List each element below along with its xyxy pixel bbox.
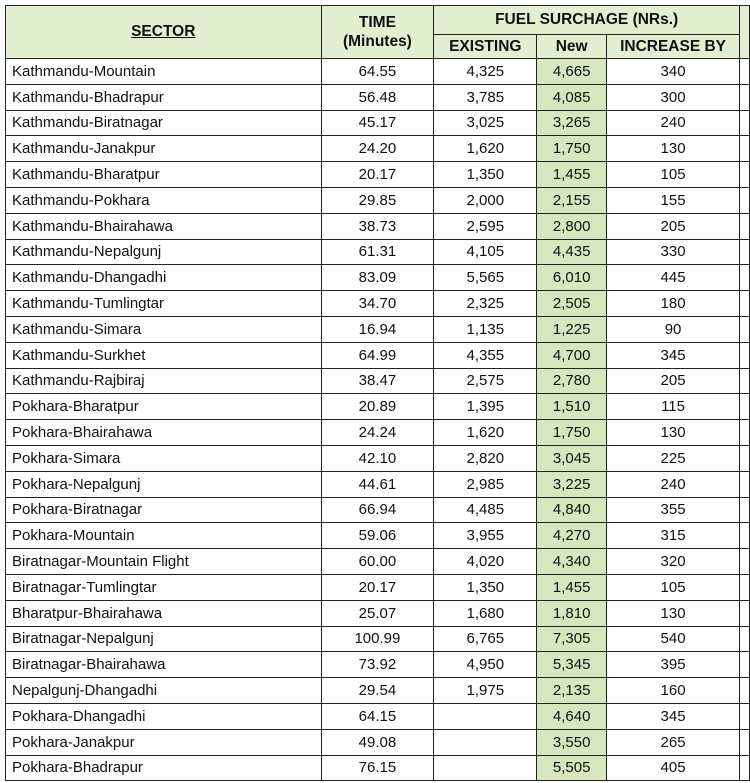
existing-cell: 2,595 bbox=[434, 213, 537, 239]
existing-cell: 4,020 bbox=[434, 549, 537, 575]
sector-cell: Kathmandu-Tumlingtar bbox=[6, 291, 322, 317]
new-cell: 5,345 bbox=[537, 652, 607, 678]
new-cell: 1,750 bbox=[537, 136, 607, 162]
existing-cell: 4,355 bbox=[434, 342, 537, 368]
time-cell: 38.47 bbox=[321, 368, 434, 394]
sector-cell: Kathmandu-Janakpur bbox=[6, 136, 322, 162]
table-row bbox=[6, 239, 750, 265]
table-row bbox=[6, 626, 750, 652]
sector-cell: Pokhara-Bhairahawa bbox=[6, 420, 322, 446]
sector-cell: Biratnagar-Nepalgunj bbox=[6, 626, 322, 652]
extra-cell bbox=[739, 420, 749, 446]
increase-cell: 160 bbox=[607, 678, 740, 704]
increase-cell: 90 bbox=[607, 316, 740, 342]
existing-cell: 2,000 bbox=[434, 187, 537, 213]
existing-cell: 1,350 bbox=[434, 574, 537, 600]
increase-cell: 130 bbox=[607, 600, 740, 626]
table-row bbox=[6, 471, 750, 497]
sector-cell: Kathmandu-Pokhara bbox=[6, 187, 322, 213]
new-cell: 4,700 bbox=[537, 342, 607, 368]
extra-column-header bbox=[739, 6, 749, 59]
sector-cell: Kathmandu-Biratnagar bbox=[6, 110, 322, 136]
existing-cell: 3,785 bbox=[434, 84, 537, 110]
existing-cell: 2,985 bbox=[434, 471, 537, 497]
table-row bbox=[6, 84, 750, 110]
time-cell: 61.31 bbox=[321, 239, 434, 265]
time-cell: 24.20 bbox=[321, 136, 434, 162]
existing-cell bbox=[434, 729, 537, 755]
extra-cell bbox=[739, 291, 749, 317]
increase-cell: 240 bbox=[607, 471, 740, 497]
table-row bbox=[6, 394, 750, 420]
time-cell: 64.15 bbox=[321, 703, 434, 729]
new-cell: 4,665 bbox=[537, 59, 607, 85]
extra-cell bbox=[739, 497, 749, 523]
increase-cell: 205 bbox=[607, 368, 740, 394]
extra-cell bbox=[739, 394, 749, 420]
existing-cell: 1,620 bbox=[434, 420, 537, 446]
table-row bbox=[6, 678, 750, 704]
extra-cell bbox=[739, 549, 749, 575]
increase-cell: 265 bbox=[607, 729, 740, 755]
table-row bbox=[6, 265, 750, 291]
increase-cell: 405 bbox=[607, 755, 740, 781]
table-body bbox=[6, 59, 750, 781]
time-cell: 60.00 bbox=[321, 549, 434, 575]
new-cell: 3,265 bbox=[537, 110, 607, 136]
sector-header-label: SECTOR bbox=[131, 23, 196, 41]
existing-header: EXISTING bbox=[434, 35, 537, 59]
new-cell: 3,045 bbox=[537, 445, 607, 471]
existing-cell: 5,565 bbox=[434, 265, 537, 291]
increase-cell: 395 bbox=[607, 652, 740, 678]
header-row-top bbox=[6, 6, 750, 35]
increase-cell: 345 bbox=[607, 342, 740, 368]
sector-cell: Pokhara-Simara bbox=[6, 445, 322, 471]
increase-cell: 155 bbox=[607, 187, 740, 213]
existing-cell: 2,820 bbox=[434, 445, 537, 471]
sector-cell: Pokhara-Dhangadhi bbox=[6, 703, 322, 729]
time-cell: 56.48 bbox=[321, 84, 434, 110]
time-cell: 73.92 bbox=[321, 652, 434, 678]
sector-cell: Kathmandu-Surkhet bbox=[6, 342, 322, 368]
new-cell: 1,750 bbox=[537, 420, 607, 446]
extra-cell bbox=[739, 678, 749, 704]
extra-cell bbox=[739, 59, 749, 85]
time-cell: 66.94 bbox=[321, 497, 434, 523]
extra-cell bbox=[739, 574, 749, 600]
time-header bbox=[321, 6, 434, 59]
new-cell: 4,270 bbox=[537, 523, 607, 549]
new-cell: 2,780 bbox=[537, 368, 607, 394]
sector-header bbox=[6, 6, 322, 59]
table-row bbox=[6, 59, 750, 85]
existing-cell: 6,765 bbox=[434, 626, 537, 652]
fuel-surcharge-header: FUEL SURCHAGE (NRs.) bbox=[434, 6, 740, 35]
increase-cell: 330 bbox=[607, 239, 740, 265]
table-row bbox=[6, 291, 750, 317]
new-header: New bbox=[537, 35, 607, 59]
increase-cell: 130 bbox=[607, 420, 740, 446]
extra-cell bbox=[739, 342, 749, 368]
new-cell: 4,840 bbox=[537, 497, 607, 523]
new-cell: 2,135 bbox=[537, 678, 607, 704]
extra-cell bbox=[739, 626, 749, 652]
increase-cell: 320 bbox=[607, 549, 740, 575]
table-row bbox=[6, 213, 750, 239]
table-row bbox=[6, 342, 750, 368]
sector-cell: Kathmandu-Simara bbox=[6, 316, 322, 342]
new-cell: 4,340 bbox=[537, 549, 607, 575]
time-cell: 64.55 bbox=[321, 59, 434, 85]
increase-cell: 115 bbox=[607, 394, 740, 420]
extra-cell bbox=[739, 136, 749, 162]
existing-cell: 3,025 bbox=[434, 110, 537, 136]
increase-cell: 340 bbox=[607, 59, 740, 85]
table-row bbox=[6, 497, 750, 523]
table-row bbox=[6, 729, 750, 755]
table-row bbox=[6, 316, 750, 342]
time-cell: 42.10 bbox=[321, 445, 434, 471]
time-cell: 83.09 bbox=[321, 265, 434, 291]
time-cell: 24.24 bbox=[321, 420, 434, 446]
sector-cell: Pokhara-Bhadrapur bbox=[6, 755, 322, 781]
new-cell: 1,455 bbox=[537, 162, 607, 188]
extra-cell bbox=[739, 162, 749, 188]
sector-cell: Kathmandu-Dhangadhi bbox=[6, 265, 322, 291]
increase-cell: 105 bbox=[607, 574, 740, 600]
existing-cell: 1,350 bbox=[434, 162, 537, 188]
time-cell: 20.17 bbox=[321, 574, 434, 600]
extra-cell bbox=[739, 239, 749, 265]
existing-cell: 1,680 bbox=[434, 600, 537, 626]
time-cell: 64.99 bbox=[321, 342, 434, 368]
sector-cell: Bharatpur-Bhairahawa bbox=[6, 600, 322, 626]
new-cell: 1,510 bbox=[537, 394, 607, 420]
new-cell: 1,455 bbox=[537, 574, 607, 600]
existing-cell: 1,975 bbox=[434, 678, 537, 704]
increase-cell: 130 bbox=[607, 136, 740, 162]
table-row bbox=[6, 110, 750, 136]
existing-cell: 2,325 bbox=[434, 291, 537, 317]
existing-cell bbox=[434, 755, 537, 781]
extra-cell bbox=[739, 600, 749, 626]
new-cell: 2,505 bbox=[537, 291, 607, 317]
time-header-line2: (Minutes) bbox=[342, 33, 412, 50]
sector-cell: Biratnagar-Bhairahawa bbox=[6, 652, 322, 678]
table-row bbox=[6, 445, 750, 471]
time-cell: 25.07 bbox=[321, 600, 434, 626]
increase-cell: 445 bbox=[607, 265, 740, 291]
extra-cell bbox=[739, 110, 749, 136]
extra-cell bbox=[739, 729, 749, 755]
sector-cell: Kathmandu-Bhadrapur bbox=[6, 84, 322, 110]
new-cell: 3,550 bbox=[537, 729, 607, 755]
extra-cell bbox=[739, 84, 749, 110]
increase-cell: 345 bbox=[607, 703, 740, 729]
extra-cell bbox=[739, 265, 749, 291]
new-cell: 2,800 bbox=[537, 213, 607, 239]
extra-cell bbox=[739, 471, 749, 497]
time-cell: 16.94 bbox=[321, 316, 434, 342]
table-row bbox=[6, 652, 750, 678]
sector-cell: Kathmandu-Rajbiraj bbox=[6, 368, 322, 394]
time-cell: 49.08 bbox=[321, 729, 434, 755]
existing-cell bbox=[434, 703, 537, 729]
existing-cell: 1,620 bbox=[434, 136, 537, 162]
time-header-line1: TIME bbox=[358, 13, 396, 31]
sector-cell: Kathmandu-Bhairahawa bbox=[6, 213, 322, 239]
increase-cell: 105 bbox=[607, 162, 740, 188]
extra-cell bbox=[739, 368, 749, 394]
new-cell: 7,305 bbox=[537, 626, 607, 652]
sector-cell: Kathmandu-Bharatpur bbox=[6, 162, 322, 188]
table-row bbox=[6, 162, 750, 188]
new-cell: 3,225 bbox=[537, 471, 607, 497]
table-row bbox=[6, 368, 750, 394]
time-cell: 100.99 bbox=[321, 626, 434, 652]
extra-cell bbox=[739, 187, 749, 213]
time-cell: 45.17 bbox=[321, 110, 434, 136]
increase-cell: 205 bbox=[607, 213, 740, 239]
time-cell: 20.89 bbox=[321, 394, 434, 420]
sector-cell: Pokhara-Janakpur bbox=[6, 729, 322, 755]
extra-cell bbox=[739, 445, 749, 471]
existing-cell: 4,325 bbox=[434, 59, 537, 85]
new-cell: 1,810 bbox=[537, 600, 607, 626]
increase-cell: 355 bbox=[607, 497, 740, 523]
new-cell: 6,010 bbox=[537, 265, 607, 291]
time-cell: 76.15 bbox=[321, 755, 434, 781]
extra-cell bbox=[739, 316, 749, 342]
time-cell: 29.85 bbox=[321, 187, 434, 213]
table-row bbox=[6, 523, 750, 549]
increase-cell: 225 bbox=[607, 445, 740, 471]
table-row bbox=[6, 755, 750, 781]
sector-cell: Nepalgunj-Dhangadhi bbox=[6, 678, 322, 704]
time-cell: 20.17 bbox=[321, 162, 434, 188]
new-cell: 1,225 bbox=[537, 316, 607, 342]
time-cell: 38.73 bbox=[321, 213, 434, 239]
existing-cell: 1,135 bbox=[434, 316, 537, 342]
increase-cell: 300 bbox=[607, 84, 740, 110]
sector-cell: Pokhara-Nepalgunj bbox=[6, 471, 322, 497]
increase-cell: 315 bbox=[607, 523, 740, 549]
time-cell: 34.70 bbox=[321, 291, 434, 317]
sector-cell: Kathmandu-Nepalgunj bbox=[6, 239, 322, 265]
table-row bbox=[6, 703, 750, 729]
sector-cell: Biratnagar-Mountain Flight bbox=[6, 549, 322, 575]
sector-cell: Biratnagar-Tumlingtar bbox=[6, 574, 322, 600]
existing-cell: 3,955 bbox=[434, 523, 537, 549]
increase-cell: 240 bbox=[607, 110, 740, 136]
increase-cell: 540 bbox=[607, 626, 740, 652]
extra-cell bbox=[739, 755, 749, 781]
table-row bbox=[6, 600, 750, 626]
existing-cell: 4,950 bbox=[434, 652, 537, 678]
table-row bbox=[6, 574, 750, 600]
extra-cell bbox=[739, 213, 749, 239]
increase-cell: 180 bbox=[607, 291, 740, 317]
new-cell: 2,155 bbox=[537, 187, 607, 213]
sector-cell: Pokhara-Bharatpur bbox=[6, 394, 322, 420]
increase-by-header: INCREASE BY bbox=[607, 35, 740, 59]
new-cell: 4,085 bbox=[537, 84, 607, 110]
table-row bbox=[6, 549, 750, 575]
table-row bbox=[6, 136, 750, 162]
existing-cell: 4,485 bbox=[434, 497, 537, 523]
sector-cell: Pokhara-Biratnagar bbox=[6, 497, 322, 523]
new-cell: 4,640 bbox=[537, 703, 607, 729]
sector-cell: Pokhara-Mountain bbox=[6, 523, 322, 549]
time-cell: 29.54 bbox=[321, 678, 434, 704]
new-cell: 4,435 bbox=[537, 239, 607, 265]
time-cell: 44.61 bbox=[321, 471, 434, 497]
sector-cell: Kathmandu-Mountain bbox=[6, 59, 322, 85]
existing-cell: 4,105 bbox=[434, 239, 537, 265]
time-cell: 59.06 bbox=[321, 523, 434, 549]
fuel-surcharge-table bbox=[5, 5, 750, 781]
table-row bbox=[6, 420, 750, 446]
extra-cell bbox=[739, 703, 749, 729]
existing-cell: 1,395 bbox=[434, 394, 537, 420]
extra-cell bbox=[739, 652, 749, 678]
extra-cell bbox=[739, 523, 749, 549]
existing-cell: 2,575 bbox=[434, 368, 537, 394]
table-row bbox=[6, 187, 750, 213]
new-cell: 5,505 bbox=[537, 755, 607, 781]
